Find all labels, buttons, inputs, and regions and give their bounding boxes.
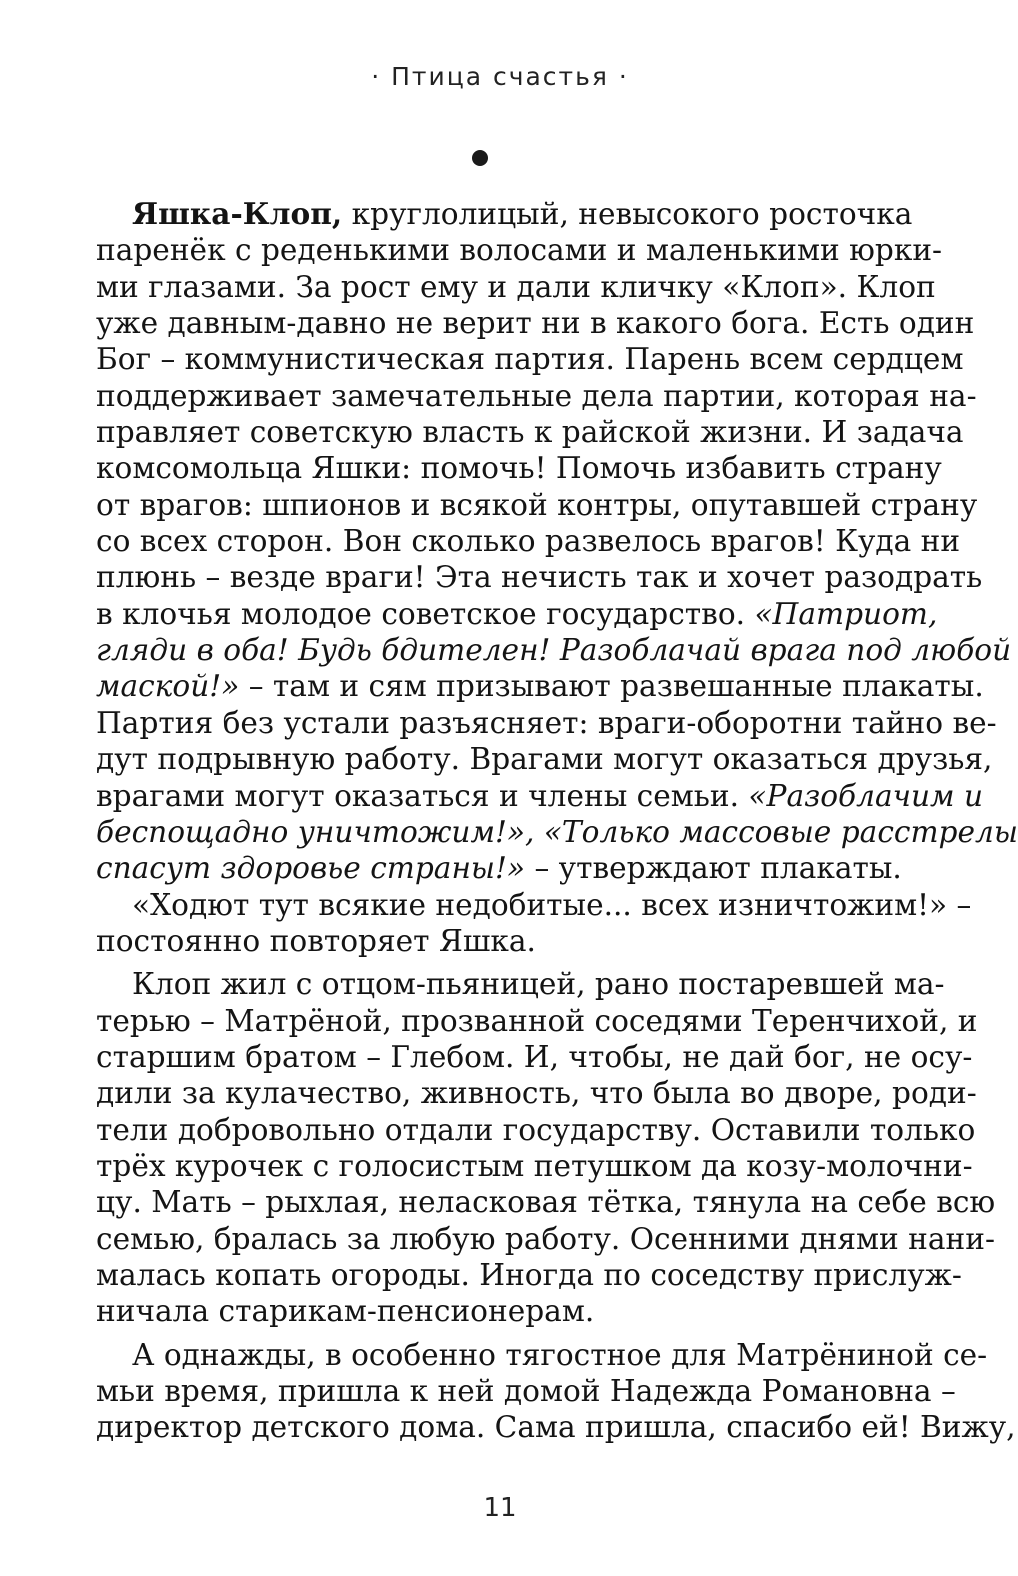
text-line: правляет советскую власть к райской жизни. И задача bbox=[96, 415, 964, 450]
slogan-quote: маской!» bbox=[96, 669, 240, 704]
text-line bbox=[96, 668, 984, 704]
section-ornament-dot bbox=[472, 150, 488, 166]
text-segment: в клочья молодое советское государство. bbox=[96, 596, 755, 631]
text-line: ми глазами. За рост ему и дали кличку «Клоп». Клоп bbox=[96, 269, 936, 304]
text-line: плюнь – везде враги! Эта нечисть так и хочет разодрать bbox=[96, 560, 983, 595]
slogan-quote: «Патриот, bbox=[754, 596, 938, 631]
text-line: трёх курочек с голосистым петушком да козу-молочни- bbox=[96, 1148, 973, 1183]
text-line: ничала старикам-пенсионерам. bbox=[96, 1294, 595, 1329]
text-line: цу. Мать – рыхлая, неласковая тётка, тянула на себе всю bbox=[96, 1185, 996, 1220]
slogan-quote: спасут здоровье страны!» bbox=[96, 851, 526, 886]
text-line: терью – Матрёной, прозванной соседями Теренчихой, и bbox=[96, 1003, 978, 1038]
text-line: директор детского дома. Сама пришла, спасибо ей! Вижу, bbox=[96, 1410, 1016, 1445]
text-line: дут подрывную работу. Врагами могут оказаться друзья, bbox=[96, 742, 993, 777]
text-line bbox=[96, 850, 902, 886]
text-line: малась копать огороды. Иногда по соседству прислуж- bbox=[96, 1257, 962, 1292]
text-line: поддерживает замечательные дела партии, которая на- bbox=[96, 378, 977, 413]
text-line: уже давным-давно не верит ни в какого бога. Есть один bbox=[96, 306, 975, 341]
text-line: дили за кулачество, живность, что была во дворе, роди- bbox=[96, 1076, 977, 1111]
text-segment: – утверждают плакаты. bbox=[525, 851, 902, 886]
text-segment: – там и сям призывают развешанные плакаты. bbox=[239, 669, 984, 704]
text-line: семью, бралась за любую работу. Осенними днями нани- bbox=[96, 1221, 995, 1256]
text-line: тели добровольно отдали государству. Оставили только bbox=[96, 1112, 976, 1147]
text-line: паренёк с реденькими волосами и маленькими юрки- bbox=[96, 233, 943, 268]
character-name: Яшка-Клоп, bbox=[132, 196, 343, 231]
text-line bbox=[96, 196, 913, 232]
text-line bbox=[96, 596, 938, 632]
text-line: комсомольца Яшки: помочь! Помочь избавить страну bbox=[96, 451, 942, 486]
slogan-quote: беспощадно уничтожим!», «Только массовые расстрелы bbox=[96, 814, 1018, 849]
text-segment: врагами могут оказаться и члены семьи. bbox=[96, 778, 749, 813]
text-line: Бог – коммунистическая партия. Парень всем сердцем bbox=[96, 342, 964, 377]
page-number: 11 bbox=[483, 1493, 517, 1523]
text-line: «Ходют тут всякие недобитые... всех изничтожим!» – bbox=[132, 887, 972, 922]
text-line: постоянно повторяет Яшка. bbox=[96, 923, 536, 958]
text-line: А однажды, в особенно тягостное для Матрёниной се- bbox=[132, 1337, 988, 1372]
text-segment: круглолицый, невысокого росточка bbox=[342, 197, 913, 231]
text-line: Партия без устали разъясняет: враги-оборотни тайно ве- bbox=[96, 705, 997, 740]
main-text bbox=[96, 196, 1018, 1446]
running-title: · Птица счастья · bbox=[371, 62, 629, 91]
text-line: Клоп жил с отцом-пьяницей, рано постаревшей ма- bbox=[132, 967, 945, 1002]
slogan-quote: «Разоблачим и bbox=[748, 778, 984, 813]
text-line bbox=[96, 778, 984, 814]
text-line: со всех сторон. Вон сколько развелось врагов! Куда ни bbox=[96, 524, 961, 559]
text-line: старшим братом – Глебом. И, чтобы, не дай бог, не осу- bbox=[96, 1039, 973, 1074]
text-line: мьи время, пришла к ней домой Надежда Романовна – bbox=[96, 1374, 956, 1408]
slogan-quote: гляди в оба! Будь бдителен! Разоблачай врага под любой bbox=[96, 633, 1012, 668]
text-line: от врагов: шпионов и всякой контры, опутавшей страну bbox=[96, 487, 978, 522]
